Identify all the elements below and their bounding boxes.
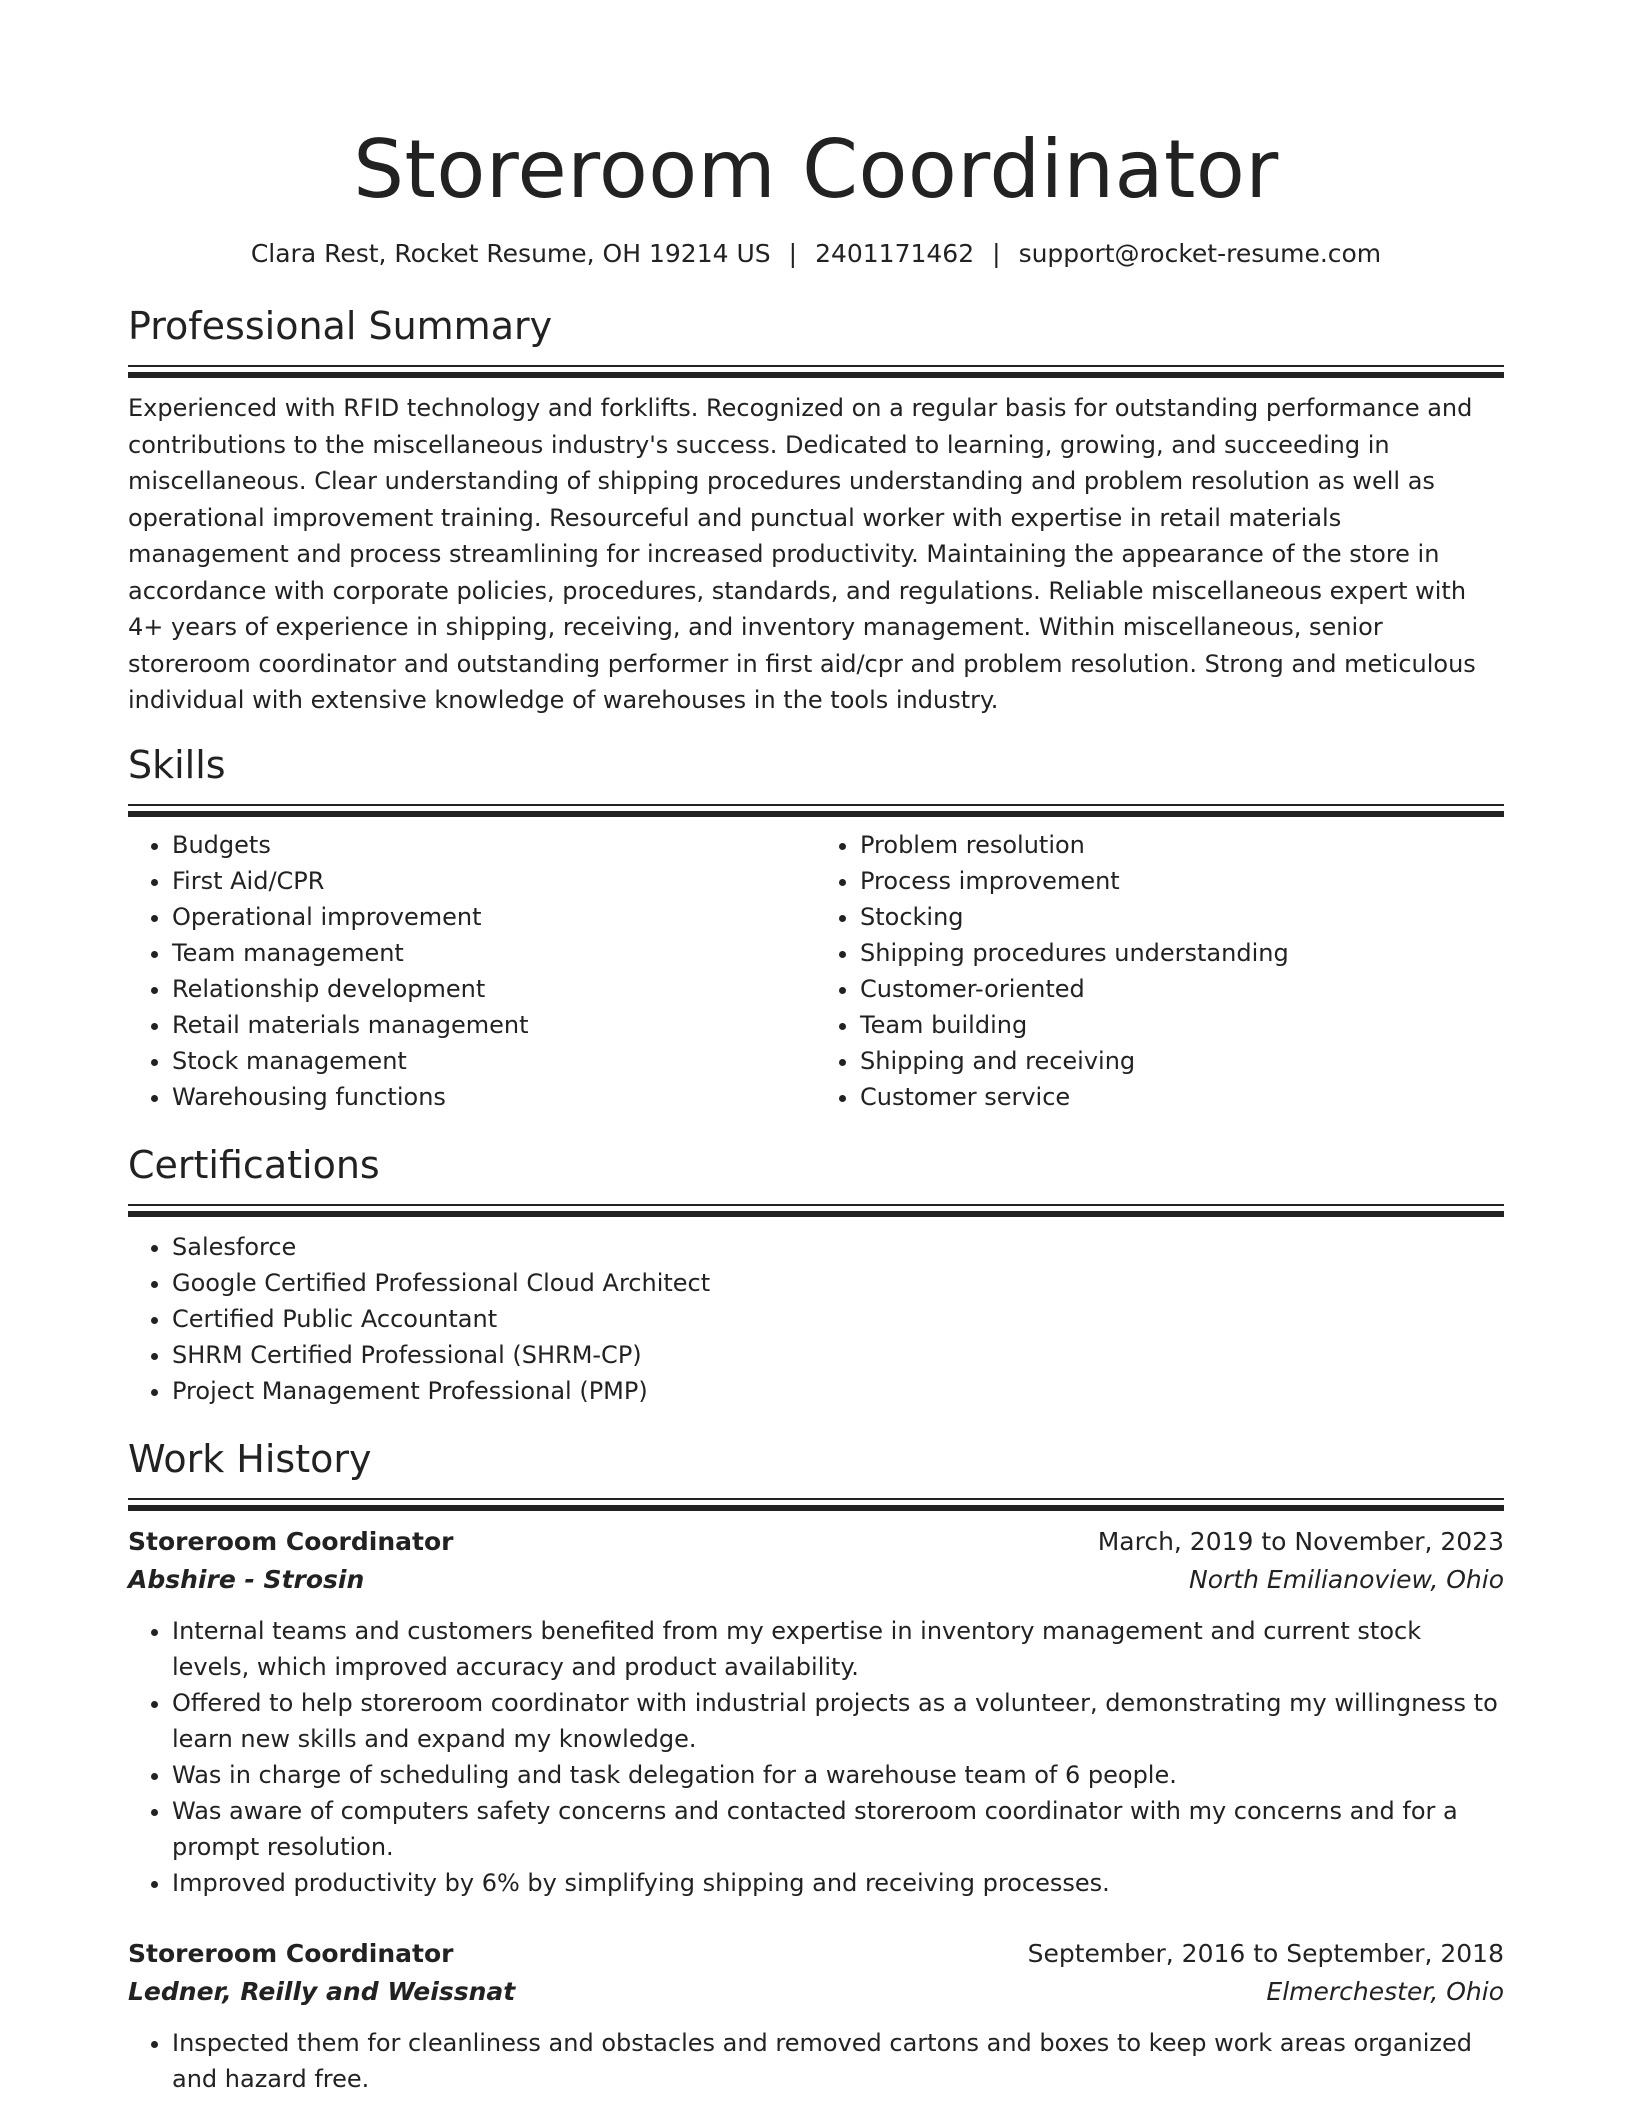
job-location: North Emilianoview, Ohio — [1189, 1564, 1504, 1594]
section-heading-work-history: Work History — [128, 1436, 372, 1481]
job-duty-item: • Inspected them for cleanliness and obstacles and removed cartons and boxes to keep work areas organized and hazard free. — [172, 2025, 1504, 2097]
contact-line — [128, 238, 1504, 270]
job-duty-item: • Was in charge of scheduling and task delegation for a warehouse team of 6 people. — [172, 1757, 1504, 1793]
skills-list-left — [128, 827, 816, 1115]
job-location: Elmerchester, Ohio — [1266, 1976, 1504, 2006]
skills-list-right — [816, 827, 1504, 1115]
section-divider — [128, 1204, 1504, 1217]
job-duty-item: • Was aware of computers safety concerns and contacted storeroom coordinator with my concerns and for a prompt resolution. — [172, 1793, 1504, 1865]
summary-section — [128, 302, 1504, 719]
work-history-section — [128, 1435, 1504, 2097]
job-duty-item: • Offered to help storeroom coordinator with industrial projects as a volunteer, demonstrating my willingness to learn new skills and expand my knowledge. — [172, 1685, 1504, 1757]
skill-item: • Relationship development — [172, 971, 816, 1007]
summary-text: Experienced with RFID technology and forklifts. Recognized on a regular basis for outstanding performance and contributions to the miscellaneous industry's success. Dedicated to learning, growing, and succeeding in miscellaneous. Clear understanding of shipping procedures understanding and problem resolution as well as operational improvement training. Resourceful and punctual worker with expertise in retail materials management and process streamlining for increased productivity. Maintaining the appearance of the store in accordance with corporate policies, procedures, standards, and regulations. Reliable miscellaneous expert with 4+ years of experience in shipping, receiving, and inventory management. Within miscellaneous, senior storeroom coordinator and outstanding performer in first aid/cpr and problem resolution. Strong and meticulous individual with extensive knowledge of warehouses in the tools industry. — [128, 394, 1476, 714]
job-header-row — [128, 1523, 1504, 1561]
certifications-section — [128, 1141, 1504, 1409]
job-duty-item: • Improved productivity by 6% by simplifying shipping and receiving processes. — [172, 1865, 1504, 1901]
certification-item: • Salesforce — [172, 1229, 1504, 1265]
job-subheader-row — [128, 1561, 1504, 1599]
skills-section — [128, 741, 1504, 1115]
skill-item: • Warehousing functions — [172, 1079, 816, 1115]
job-subheader-row — [128, 1973, 1504, 2011]
skill-item: • Operational improvement — [172, 899, 816, 935]
skill-item: • Stocking — [860, 899, 1504, 935]
skill-item: • Team building — [860, 1007, 1504, 1043]
job-title: Storeroom Coordinator — [128, 1938, 454, 1968]
contact-separator: | — [788, 239, 798, 268]
contact-separator: | — [992, 239, 1001, 268]
job-entry — [128, 1523, 1504, 1901]
contact-address: Clara Rest, Rocket Resume, OH 19214 US — [250, 239, 771, 268]
section-heading-summary: Professional Summary — [128, 304, 553, 348]
job-header-row — [128, 1935, 1504, 1973]
job-entry — [128, 1935, 1504, 2097]
certification-item: • Certified Public Accountant — [172, 1301, 1504, 1337]
skill-item: • Problem resolution — [860, 827, 1504, 863]
skill-item: • First Aid/CPR — [172, 863, 816, 899]
skill-item: • Budgets — [172, 827, 816, 863]
skill-item: • Stock management — [172, 1043, 816, 1079]
certification-item: • Project Management Professional (PMP) — [172, 1373, 1504, 1409]
job-company: Ledner, Reilly and Weissnat — [128, 1976, 516, 2006]
skill-item: • Customer service — [860, 1079, 1504, 1115]
section-divider — [128, 365, 1504, 378]
contact-email: support@rocket-resume.com — [1018, 239, 1382, 268]
certification-item: • Google Certified Professional Cloud Architect — [172, 1265, 1504, 1301]
job-duties-list — [128, 1613, 1504, 1901]
skill-item: • Process improvement — [860, 863, 1504, 899]
job-company: Abshire - Strosin — [128, 1564, 365, 1594]
skills-columns — [128, 827, 1504, 1115]
contact-phone: 2401171462 — [815, 239, 975, 268]
job-duty-item: • Internal teams and customers benefited from my expertise in inventory management and current stock levels, which improved accuracy and product availability. — [172, 1613, 1504, 1685]
job-duties-list — [128, 2025, 1504, 2097]
skill-item: • Retail materials management — [172, 1007, 816, 1043]
resume-title: Storeroom Coordinator — [353, 123, 1279, 216]
skill-item: • Team management — [172, 935, 816, 971]
section-heading-skills: Skills — [128, 742, 226, 787]
certification-item: • SHRM Certified Professional (SHRM-CP) — [172, 1337, 1504, 1373]
section-divider — [128, 804, 1504, 817]
skill-item: • Shipping procedures understanding — [860, 935, 1504, 971]
skill-item: • Customer-oriented — [860, 971, 1504, 1007]
section-divider — [128, 1498, 1504, 1511]
job-title: Storeroom Coordinator — [128, 1526, 454, 1556]
section-heading-certifications: Certifications — [128, 1142, 380, 1187]
job-dates: September, 2016 to September, 2018 — [1027, 1938, 1504, 1968]
job-dates: March, 2019 to November, 2023 — [1097, 1526, 1504, 1556]
skill-item: • Shipping and receiving — [860, 1043, 1504, 1079]
certifications-list — [128, 1229, 1504, 1409]
